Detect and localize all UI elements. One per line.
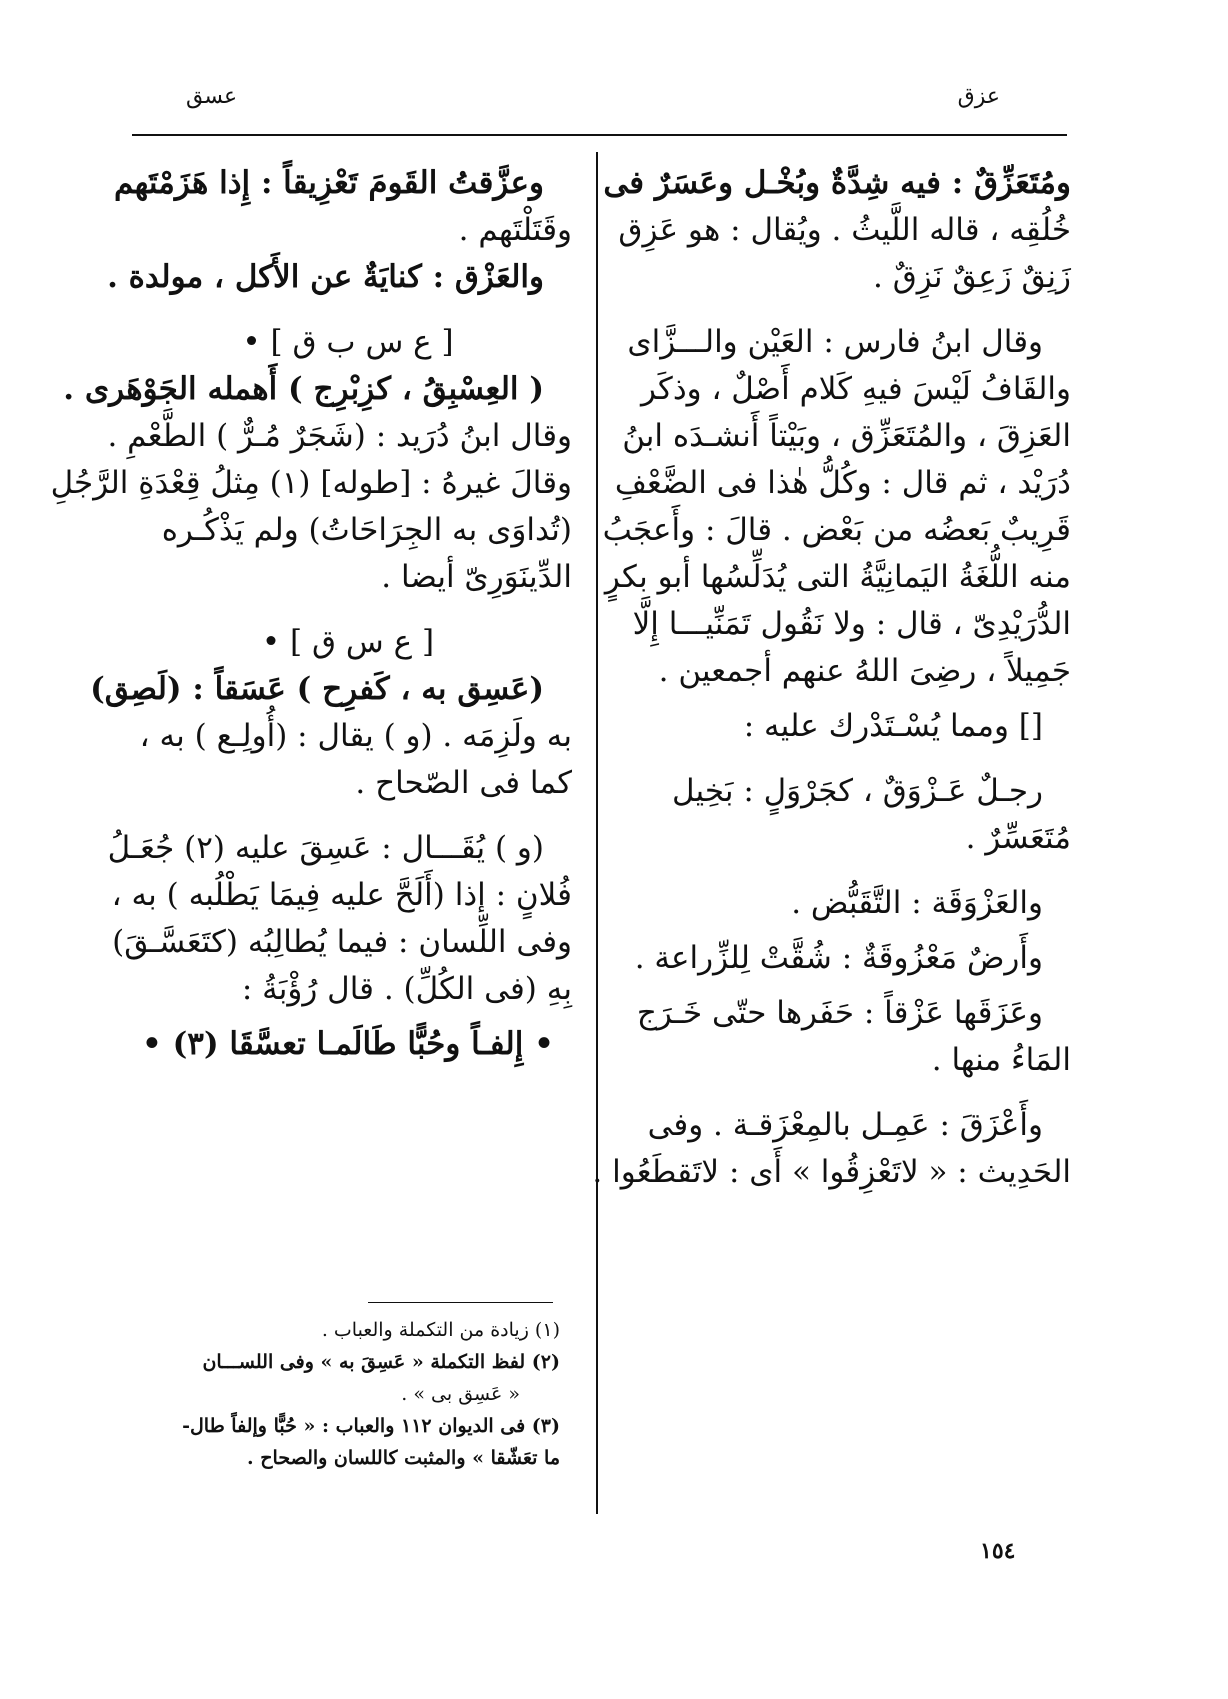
footnote-rule <box>368 1302 553 1303</box>
right-column <box>592 160 1071 1196</box>
header-rule <box>132 134 1067 136</box>
page-number: ١٥٤ <box>980 1538 1016 1564</box>
text-line: الدِّينَوَرِىّ أيضا . <box>381 559 572 595</box>
running-header-left: عسق <box>186 84 238 109</box>
text-line: ومُتَعَزِّقٌ : فيه شِدَّةٌ وبُخْـل وعَسَرٌ فى <box>603 165 1071 201</box>
entry-heading: [ ع س ق ] • <box>261 624 435 660</box>
text-line: والعَزْق : كنايَةٌ عن الأَكل ، مولدة . <box>107 259 544 295</box>
text-line: وقال ابنُ فارس : العَيْن والـــزَّاى <box>627 324 1043 360</box>
footnote-line: (٢) لفظ التكملة « عَسِقَ به » وفى اللســـان <box>202 1351 560 1373</box>
text-line: (تُداوَى به الجِرَاحَاتُ) ولم يَذْكُـره <box>161 512 572 548</box>
text-line: فُلانٍ : إذا (أَلَحَّ عليه فِيمَا يَطْلُبه ) به ، <box>111 877 572 913</box>
supplement-heading: [] ومما يُسْـتَدْرك عليه : <box>743 708 1043 744</box>
text-line: (و ) يُقَـــال : عَسِقَ عليه (٢) جُعَـلُ <box>107 830 544 866</box>
footnote-line: (٣) فى الديوان ١١٢ والعباب : « حُبًّا وإلفاً طال- <box>182 1415 560 1437</box>
text-line: قَرِيبٌ بَعضُه من بَعْض . قالَ : وأَعجَبُ <box>602 512 1071 548</box>
footnote-line: ما تعَشّقا » والمثبت كاللسان والصحاح . <box>247 1447 560 1469</box>
text-line: ( العِسْبِقُ ، كزِبْرِج ) أَهمله الجَوْهَرى . <box>63 371 544 407</box>
text-line: المَاءُ منها . <box>931 1042 1071 1078</box>
verse-line: • إِلفـاً وحُبًّا طَالَمـا تعسَّقَا (٣) • <box>142 1026 554 1062</box>
text-line: الدُّرَيْدِىّ ، قال : ولا نَقُول تَمَنِّيـــا إِلَّا <box>632 606 1071 642</box>
text-line: منه اللُّغَةُ اليَمانِيَّةُ التى يُدَلِّسُها أبو بكرٍ <box>604 559 1071 595</box>
text-line: والقَافُ لَيْسَ فيهِ كَلام أَصْلٌ ، وذكَر <box>640 371 1071 407</box>
running-header-right: عزق <box>957 84 1000 109</box>
text-line: وقَتَلْتَهم . <box>458 212 572 248</box>
text-line: وعزَّقتُ القَومَ تَعْزِيقاً : إِذا هَزَمْتَهم <box>114 165 544 201</box>
text-line: وقالَ غيرهُ : [طوله] (١) مِثلُ قِعْدَةِ الرَّجُلِ <box>50 465 572 501</box>
text-line: بِهِ (فى الكُلِّ) . قال رُؤْبَةُ : <box>241 971 572 1007</box>
text-line: كما فى الصّحاح . <box>355 765 572 801</box>
footnote-line: « عَسِق بى » . <box>401 1383 520 1405</box>
text-line: جَمِيلاً ، رضِىَ اللهُ عنهم أجمعين . <box>658 653 1071 689</box>
text-line: خُلُقِه ، قاله اللَّيثُ . ويُقال : هو عَزِق <box>618 212 1071 248</box>
text-line: والعَزْوَقَة : التَّقَبُّض . <box>791 885 1043 921</box>
footnotes <box>120 1314 560 1474</box>
text-line: (عَسِق به ، كَفرِح ) عَسَقاً : (لَصِق) <box>90 671 544 707</box>
text-line: وقال ابنُ دُرَيد : (شَجَرٌ مُـرٌّ ) الطَّعْمِ . <box>107 418 572 454</box>
text-line: الحَدِيث : « لاتَعْزِقُوا » أَى : لاتَقطَعُوا . <box>592 1154 1071 1190</box>
text-line: وأَعْزَقَ : عَمِـل بالمِعْزَقـة . وفى <box>647 1107 1043 1143</box>
text-line: وعَزَقَها عَزْقاً : حَفَرها حتّى خَـرَج <box>636 995 1043 1031</box>
footnote-line: (١) زيادة من التكملة والعباب . <box>321 1319 560 1341</box>
text-line: دُرَيْد ، ثم قال : وكُلُّ هٰذا فى الضَّعْفِ <box>614 465 1071 501</box>
text-line: وأَرضٌ مَعْزُوقَةٌ : شُقَّتْ لِلزِّراعة . <box>634 940 1043 976</box>
text-line: زَنِقٌ زَعِقٌ نَزِقٌ . <box>873 259 1071 295</box>
entry-heading: [ ع س ب ق ] • <box>242 324 454 360</box>
text-line: العَزِقَ ، والمُتَعَزِّق ، وبَيْتاً أَنشـدَه ابنُ <box>622 418 1071 454</box>
column-divider <box>596 152 598 1514</box>
text-line: به ولَزِمَه . (و ) يقال : (أُولِـع ) به ، <box>139 718 572 754</box>
text-line: مُتَعَسِّرٌ . <box>965 820 1071 856</box>
text-line: رجـلٌ عَـزْوَقٌ ، كجَرْوَلٍ : بَخِيل <box>672 773 1043 809</box>
left-column <box>50 160 572 1068</box>
text-line: وفى اللِّسان : فيما يُطالِبُه (كتَعَسَّـقَ) <box>112 924 572 960</box>
